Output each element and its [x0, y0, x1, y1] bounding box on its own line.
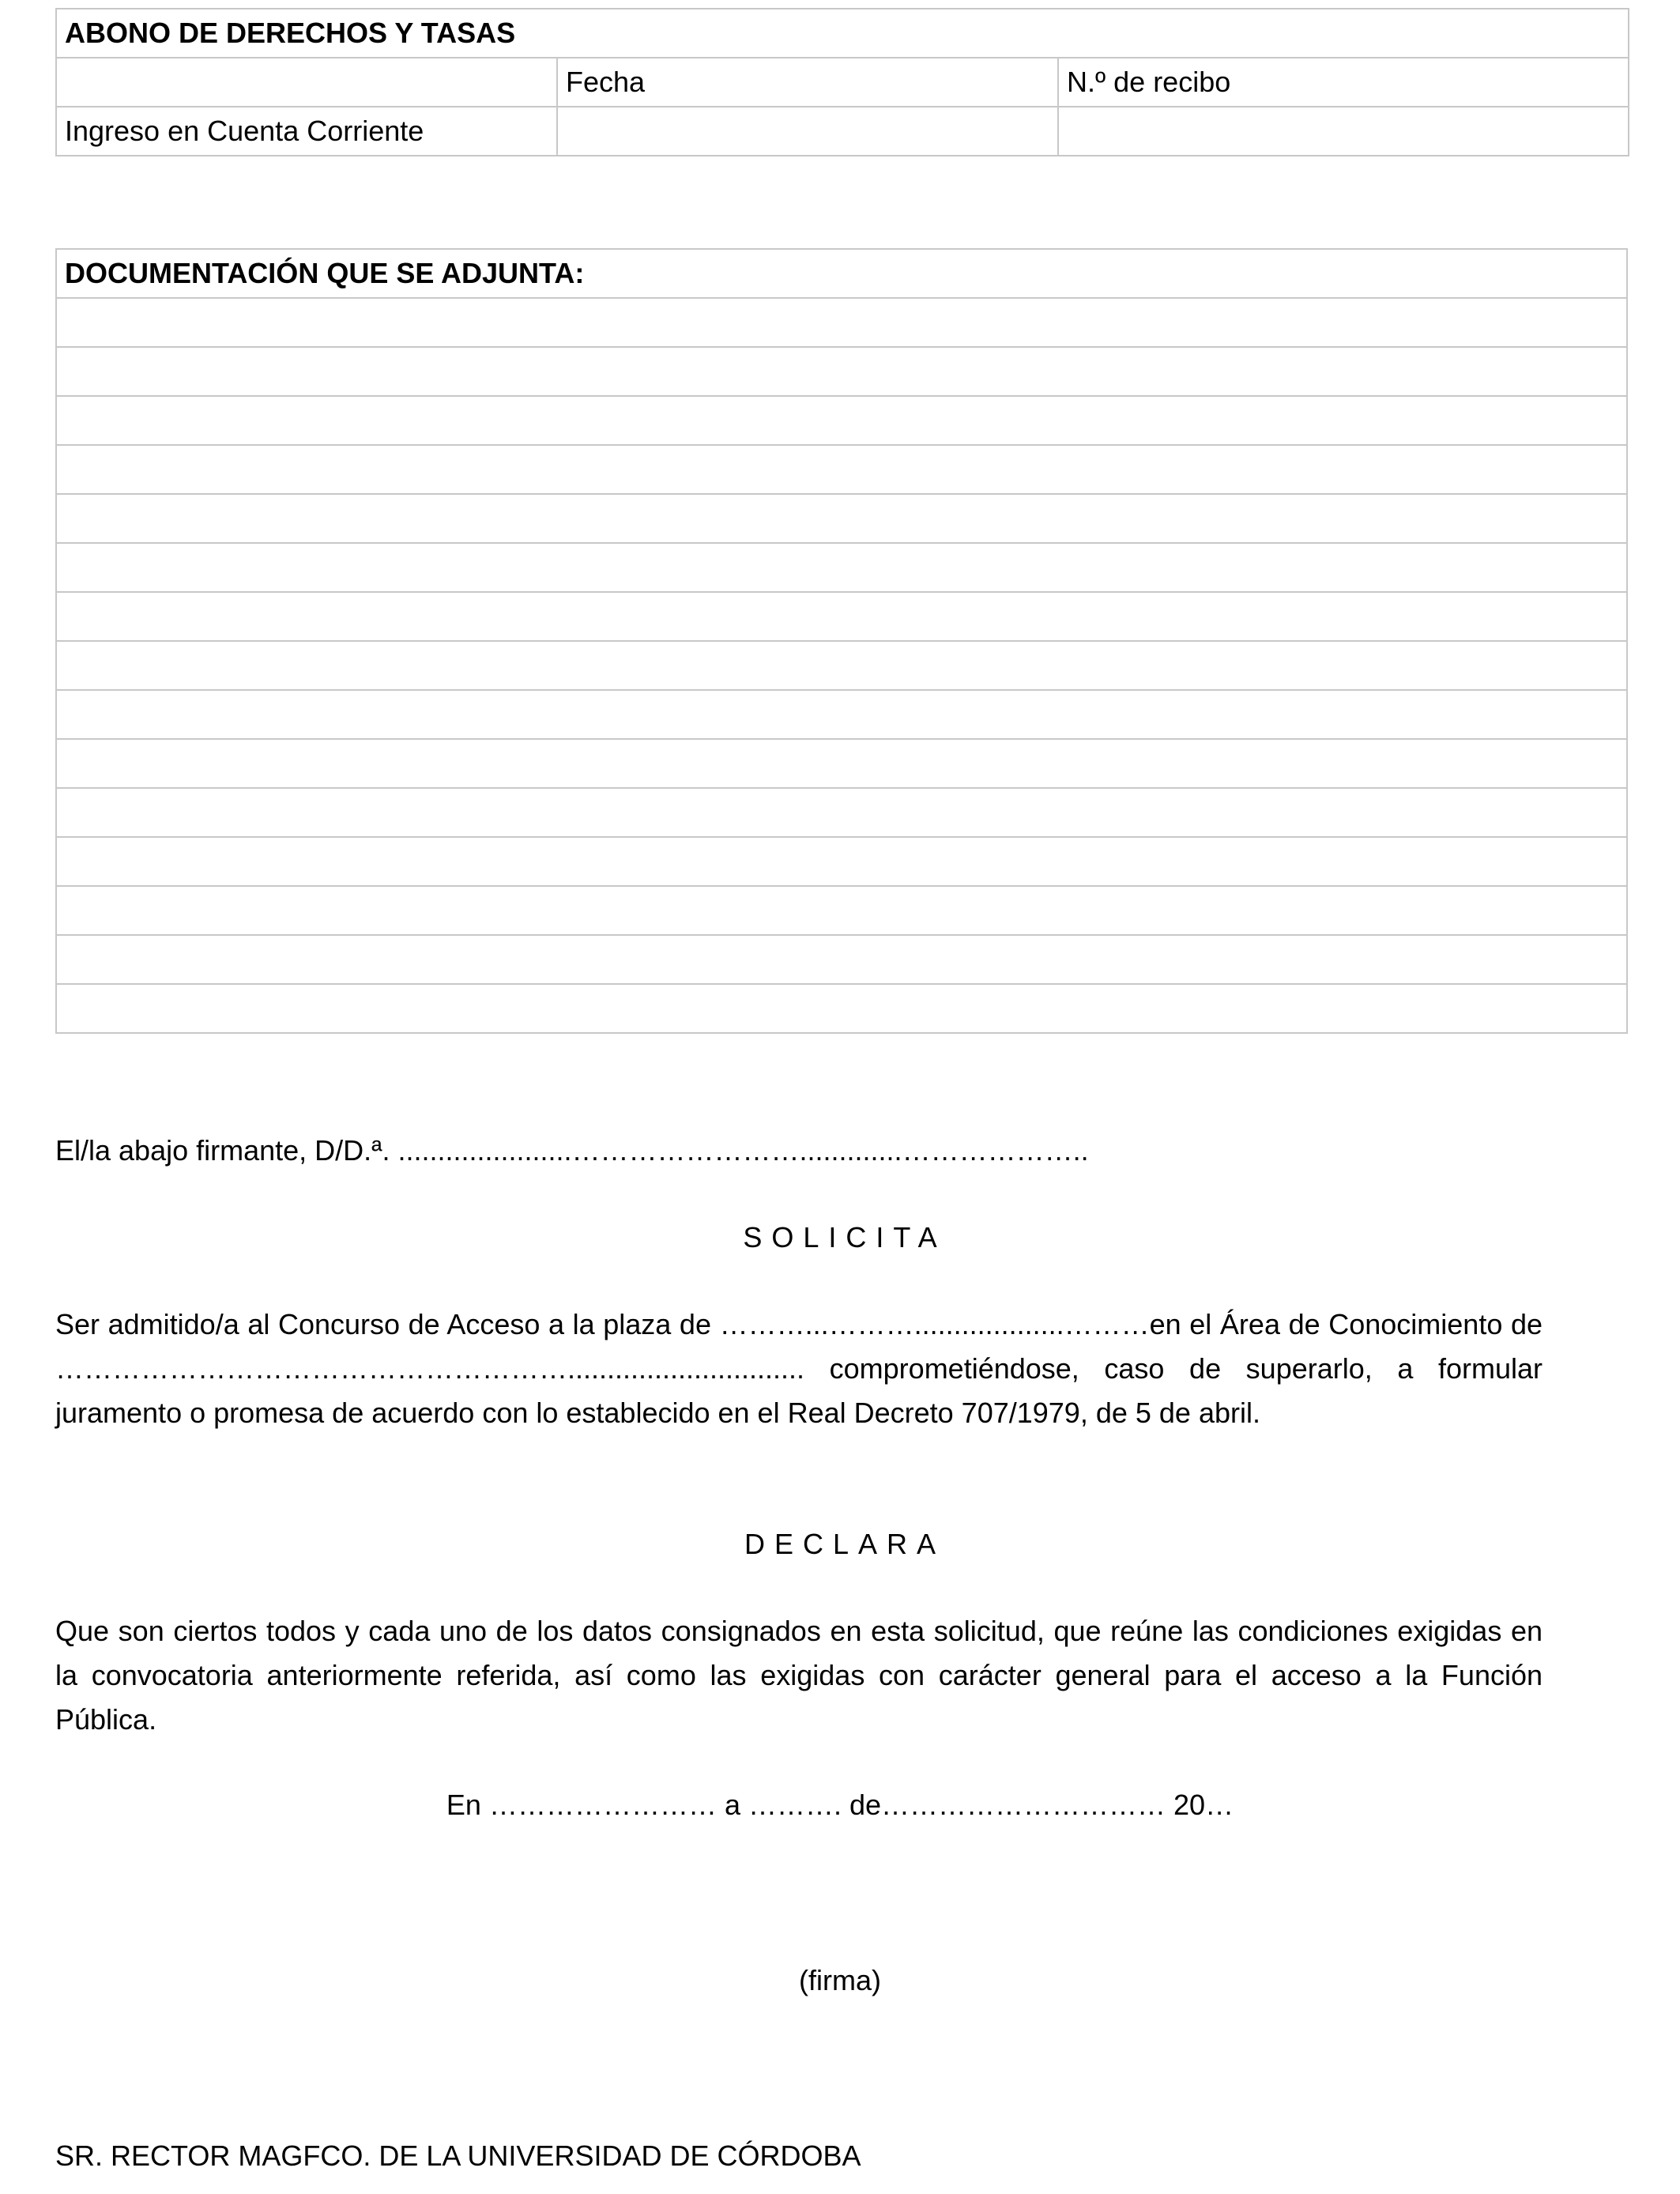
fees-table-empty-header-cell: [56, 58, 557, 107]
document-line-row: [56, 837, 1627, 886]
fees-table-row-label: Ingreso en Cuenta Corriente: [56, 107, 557, 156]
document-line-cell[interactable]: [56, 347, 1627, 396]
documents-table-title-row: [56, 249, 1627, 298]
fees-table-title-row: [56, 9, 1629, 58]
document-line-row: [56, 788, 1627, 837]
document-line-cell[interactable]: [56, 788, 1627, 837]
document-line-row: [56, 494, 1627, 543]
document-line-cell[interactable]: [56, 445, 1627, 494]
fees-table-row: [56, 107, 1629, 156]
declara-heading: DECLARA: [744, 1528, 946, 1560]
document-line-cell[interactable]: [56, 396, 1627, 445]
document-line-cell[interactable]: [56, 543, 1627, 592]
document-line-row: [56, 886, 1627, 935]
solicita-heading: SOLICITA: [743, 1221, 947, 1253]
document-line-cell[interactable]: [56, 592, 1627, 641]
document-line-cell[interactable]: [56, 494, 1627, 543]
document-line-cell[interactable]: [56, 641, 1627, 690]
solicita-paragraph: Ser admitido/a al Concurso de Acceso a la plaza de ………...………...................………en el Área de Conocimiento de ……………………………………………….............................. comprometiéndose, caso de superarlo, a formular juramento o promesa de acuerdo con lo establecido en el Real Decreto 707/1979, de 5 de abril.: [55, 1308, 1543, 1429]
document-line-row: [56, 396, 1627, 445]
documents-table-title: DOCUMENTACIÓN QUE SE ADJUNTA:: [56, 249, 1627, 298]
fees-table-header-row: [56, 58, 1629, 107]
declara-paragraph: Que son ciertos todos y cada uno de los datos consignados en esta solicitud, que reúne las condiciones exigidas en la convocatoria anteriormente referida, así como las exigidas con carácter general para el acceso a la Función Pública.: [55, 1615, 1543, 1736]
document-line-cell[interactable]: [56, 935, 1627, 984]
document-line-cell[interactable]: [56, 984, 1627, 1033]
fees-table-title: ABONO DE DERECHOS Y TASAS: [56, 9, 1629, 58]
signature-label: (firma): [799, 1964, 881, 1996]
document-line-cell[interactable]: [56, 886, 1627, 935]
document-line-cell[interactable]: [56, 739, 1627, 788]
document-line-cell[interactable]: [56, 837, 1627, 886]
document-line-cell[interactable]: [56, 690, 1627, 739]
document-line-row: [56, 543, 1627, 592]
fees-table-date-header: Fecha: [557, 58, 1058, 107]
addressee-line: SR. RECTOR MAGFCO. DE LA UNIVERSIDAD DE CÓRDOBA: [55, 2139, 861, 2172]
document-line-row: [56, 641, 1627, 690]
document-line-row: [56, 984, 1627, 1033]
document-line-row: [56, 298, 1627, 347]
document-line-row: [56, 690, 1627, 739]
fees-table: [55, 8, 1629, 156]
fees-table-receipt-cell[interactable]: [1058, 107, 1629, 156]
date-place-line: En …………………… a ………. de………………………… 20…: [446, 1789, 1234, 1821]
fees-table-date-cell[interactable]: [557, 107, 1058, 156]
document-line-row: [56, 935, 1627, 984]
fees-table-receipt-header: N.º de recibo: [1058, 58, 1629, 107]
signer-line: El/la abajo firmante, D/D.ª. ......................…………………….............………………..: [55, 1134, 1089, 1167]
document-line-cell[interactable]: [56, 298, 1627, 347]
documents-table: [55, 248, 1628, 1034]
document-line-row: [56, 347, 1627, 396]
document-line-row: [56, 445, 1627, 494]
document-line-row: [56, 739, 1627, 788]
document-line-row: [56, 592, 1627, 641]
